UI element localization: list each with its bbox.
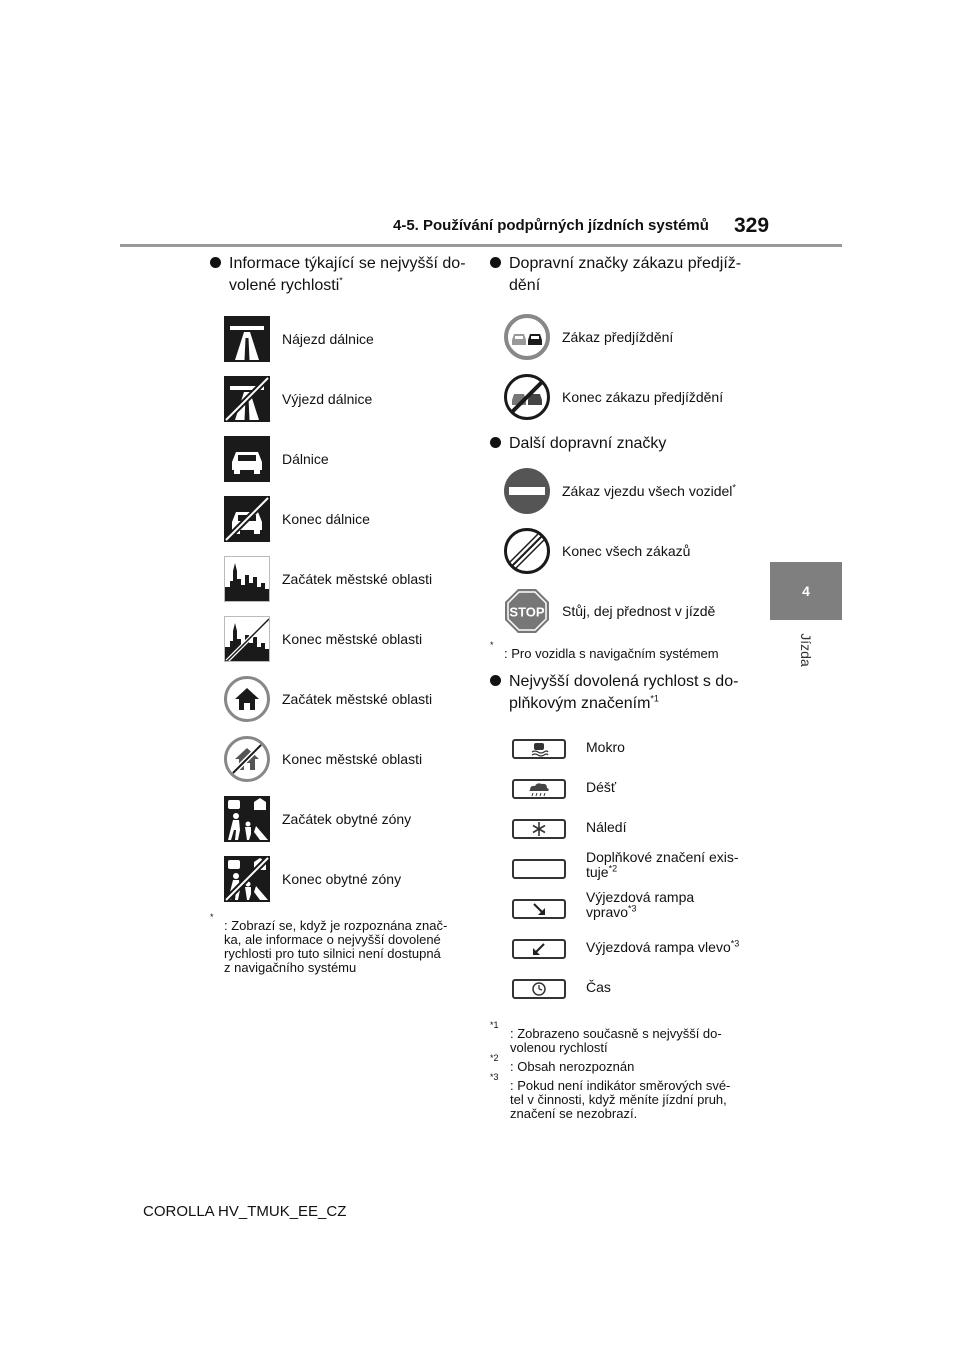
sign-label: Začátek městské oblasti (282, 571, 433, 587)
chapter-tab: 4 (770, 562, 842, 620)
sign-row (210, 669, 470, 729)
section-title: 4-5. Používání podpůrných jízdních systémů (393, 217, 709, 234)
sign-label: Nájezd dálnice (282, 331, 374, 347)
plate-row (490, 929, 750, 969)
sign-row (210, 729, 470, 789)
sign-label: Zákaz předjíždění (562, 329, 674, 345)
bullet-icon (490, 675, 501, 686)
arrow-down-left-icon (512, 939, 566, 959)
plate-label: Mokro (586, 739, 625, 755)
sign-row (490, 367, 750, 427)
left-column (210, 253, 470, 975)
sign-row (210, 849, 470, 909)
sign-label: Konec městské oblasti (282, 631, 423, 647)
plate-label: Výjezdová rampa vlevo$^{*3}$ (586, 938, 740, 955)
motorway-end-icon (224, 376, 270, 422)
plate-row (490, 809, 750, 849)
sign-label: Konec dálnice (282, 511, 370, 527)
snowflake-icon (512, 819, 566, 839)
plate-label: Výjezdová rampa vpravo$^{*3}$ (586, 889, 695, 920)
house-icon (224, 676, 270, 722)
sign-label: Dálnice (282, 451, 329, 467)
sign-label: Výjezd dálnice (282, 391, 373, 407)
sign-label: Konec zákazu předjíždění (562, 389, 724, 405)
left-footnote: * : Zobrazí se, když je rozpoznána znač- ka, ale informace o nejvyšší dovolené rychlosti pro tuto silnici není dostupná z navigačního systému (210, 912, 448, 975)
sign-row (210, 369, 470, 429)
sign-row (490, 521, 750, 581)
chapter-label (776, 628, 836, 678)
supplementary-footnote-3: *3 : Pokud není indikátor směrových své- tel v činnosti, když měníte jízdní pruh, značení se nezobrazí. (490, 1072, 731, 1121)
sign-label: Stůj, dej přednost v jízdě (562, 603, 716, 619)
sign-row (490, 461, 750, 521)
sign-row (490, 581, 750, 641)
sign-row (210, 549, 470, 609)
sign-label: Zákaz vjezdu všech vozidel* (562, 482, 736, 499)
right-column (490, 253, 750, 1121)
sign-row (210, 789, 470, 849)
plate-label: Doplňkové značení exis- tuje$^{*2}$ (586, 849, 739, 880)
stop-icon (504, 588, 550, 634)
sign-label: Konec městské oblasti (282, 751, 423, 767)
supplementary-footnote-2: *2 : Obsah nerozpoznán (490, 1053, 635, 1074)
overtaking-heading: Dopravní značky zákazu předjíž- dění (490, 253, 750, 297)
no-overtaking-icon (504, 314, 550, 360)
no-entry-icon (504, 468, 550, 514)
sign-row (210, 489, 470, 549)
plate-label: Déšť (586, 779, 617, 795)
plate-row (490, 849, 750, 889)
no-overtaking-end-icon (504, 374, 550, 420)
supplementary-footnote-1: *1 : Zobrazeno současně s nejvyšší do- volenou rychlostí (490, 1020, 722, 1055)
sign-label: Konec obytné zóny (282, 871, 402, 887)
sign-row (210, 609, 470, 669)
rain-icon (512, 779, 566, 799)
header-rule (120, 244, 842, 247)
city-end-icon (224, 616, 270, 662)
car-end-icon (224, 496, 270, 542)
supplementary-heading: Nejvyšší dovolená rychlost s do- plňkovým značením$^{*1}$ (490, 671, 750, 715)
sign-row (490, 307, 750, 367)
plate-row (490, 969, 750, 1009)
city-icon (224, 556, 270, 602)
other-footnote: * : Pro vozidla s navigačním systémem (490, 640, 719, 661)
footer-model-code: COROLLA HV_TMUK_EE_CZ (143, 1203, 347, 1220)
plate-label: Čas (586, 979, 611, 995)
sign-label: Začátek obytné zóny (282, 811, 412, 827)
residential-zone-icon (224, 796, 270, 842)
sign-row (210, 429, 470, 489)
bullet-icon (490, 257, 501, 268)
plate-row (490, 889, 750, 929)
clock-icon (512, 979, 566, 999)
other-signs-heading: Další dopravní značky (490, 433, 750, 455)
blank-plate-icon (512, 859, 566, 879)
motorway-icon (224, 316, 270, 362)
speed-limit-info-heading: Informace týkající se nejvyšší do- volené rychlosti* (210, 253, 470, 297)
bullet-icon (210, 257, 221, 268)
page-number: 329 (734, 214, 770, 237)
house-end-icon (224, 736, 270, 782)
plate-row (490, 729, 750, 769)
bullet-icon (490, 437, 501, 448)
sign-row (210, 309, 470, 369)
plate-row (490, 769, 750, 809)
end-of-restrictions-icon (504, 528, 550, 574)
car-icon (224, 436, 270, 482)
plate-label: Náledí (586, 819, 627, 835)
stop-sign-text: STOP (509, 604, 545, 620)
residential-zone-end-icon (224, 856, 270, 902)
chapter-label-text: Jízda (798, 633, 814, 667)
sign-label: Začátek městské oblasti (282, 691, 433, 707)
wet-road-icon (512, 739, 566, 759)
sign-label: Konec všech zákazů (562, 543, 691, 559)
arrow-down-right-icon (512, 899, 566, 919)
